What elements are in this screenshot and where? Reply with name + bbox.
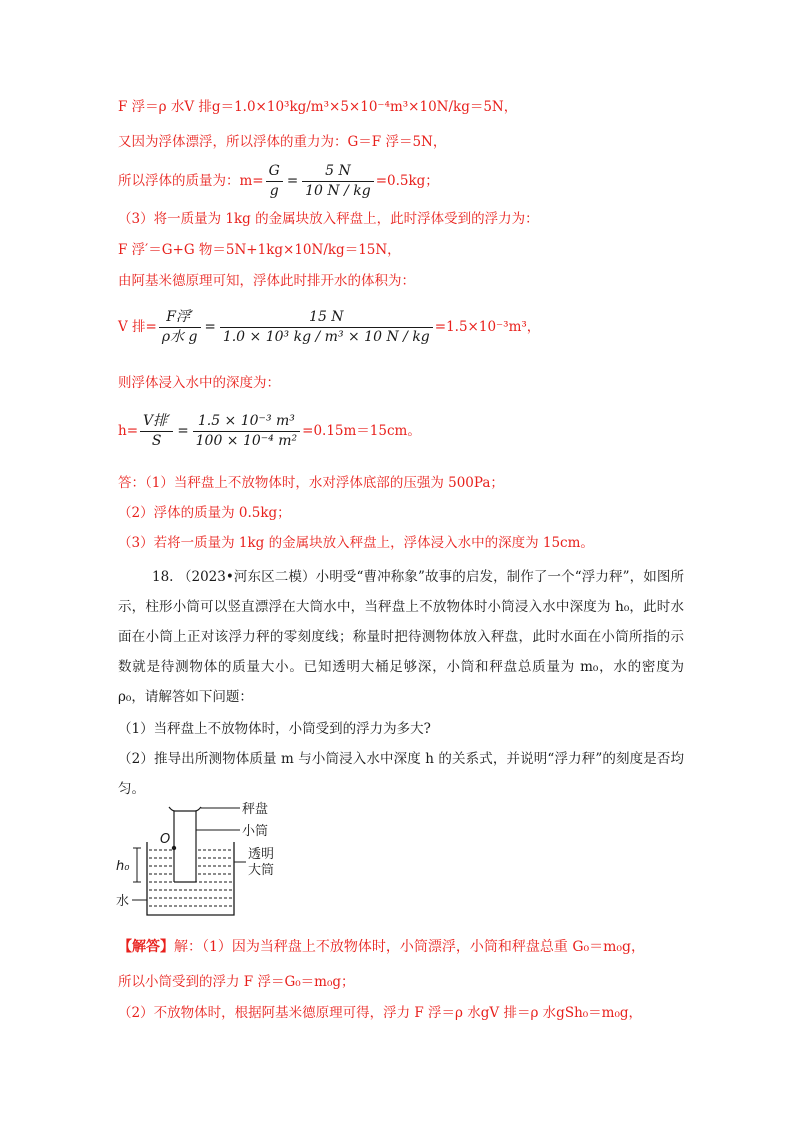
depth-prefix: h= [118,423,139,439]
question-1: （1）当秤盘上不放物体时，小筒受到的浮力为多大? [118,721,431,737]
mass-result: =0.5kg； [375,173,439,189]
fraction-v-over-s: $\frac{\text{V排′}}{S}$ [140,412,173,451]
fraction-g-over-g: $\frac{G}{g}$ [266,162,283,201]
calc-line-new-buoyancy: F 浮′＝G+G 物＝5N+1kg×10N/kg＝15N， [118,242,401,258]
label-tube: 小筒 [242,824,269,839]
calc-line-gravity: 又因为浮体漂浮，所以浮体的重力为：G＝F 浮＝5N， [118,134,447,150]
question-2: （2）推导出所测物体质量 m 与小筒浸入水中深度 h 的关系式，并说明“浮力秤”的刻度是否均匀。 [118,751,684,797]
label-pan: 秤盘 [242,802,269,817]
depth-result: =0.15m＝15cm。 [302,423,421,439]
floating-scale-figure [112,800,292,920]
depth-intro: 则浮体浸入水中的深度为： [118,375,280,391]
label-o: O [160,832,171,847]
answer-line-2: 所以小筒受到的浮力 F 浮＝G₀＝m₀g； [118,974,355,990]
problem-18-text: 18. （2023•河东区二模）小明受“曹冲称象”故事的启发，制作了一个“浮力秤”，如图所示，柱形小筒可以竖直漂浮在大筒水中，当秤盘上不放物体时小筒浸入水中深度为 h₀，此时水面在小筒上正对该浮力秤的零刻度线；称量时把待测物体放入秤盘，此时水面在小筒所指的示数就是待测物体的质量大小。已知透明大桶足够深，小筒和秤盘总质量为 m₀，水的密度为 ρ₀，请解答如下问题： [118,569,684,705]
answer-tag: 【解答】 [118,939,174,955]
answer-1: 答：（1）当秤盘上不放物体时，水对浮体底部的压强为 500Pa； [118,475,504,491]
fraction-volume-over-area: $\frac{\text{1.5 × 10⁻³ m³}}{\text{100 × 10⁻⁴ m²}}$ [193,412,301,451]
calc-line-buoyancy: F 浮＝ρ 水V 排g＝1.0×10³kg/m³×5×10⁻⁴m³×10N/kg＝5N， [118,99,518,115]
mass-prefix: 所以浮体的质量为：m= [118,173,264,189]
answer-line-3: （2）不放物体时，根据阿基米德原理可得，浮力 F 浮＝ρ 水gV 排＝ρ 水gSh₀＝m₀g， [118,1005,643,1021]
fraction-15n-over-denominator: $\frac{15 N}{\text{1.0 × 10³ kg / m³ × 10 N / kg}}$ [220,308,433,347]
archimedes-line: 由阿基米德原理可知，浮体此时排开水的体积为： [118,273,415,289]
label-h0: h₀ [116,859,130,874]
label-big-2: 大筒 [248,863,275,878]
label-water: 水 [116,894,130,909]
answer-step-1: 解：（1）因为当秤盘上不放物体时，小筒漂浮，小筒和秤盘总重 G₀＝m₀g， [174,939,646,955]
fraction-f-over-rho-g: $\frac{\text{F浮′}}{\text{ρ水 g}}$ [159,308,201,347]
step-3-intro: （3）将一质量为 1kg 的金属块放入秤盘上，此时浮体受到的浮力为： [118,211,539,227]
calc-line-mass: 所以浮体的质量为：m= $\frac{G}{g}$ = $\frac{5 N}{10 N / kg}$ =0.5kg； [118,163,439,199]
label-big-1: 透明 [248,847,275,862]
volume-prefix: V 排= [118,319,157,335]
fraction-5n-over-10nkg: $\frac{5 N}{10 N / kg}$ [302,162,374,201]
calc-line-depth: h= $\frac{\text{V排′}}{S}$ = $\frac{\text{1.5 × 10⁻³ m³}}{\text{100 × 10⁻⁴ m²}}$ =0.15m＝15cm。 [118,413,421,449]
volume-result: =1.5×10⁻³m³， [434,319,541,335]
answer-line-1 [118,937,645,957]
answer-3: （3）若将一质量为 1kg 的金属块放入秤盘上，浮体浸入水中的深度为 15cm。 [118,535,594,551]
calc-line-volume: V 排= $\frac{\text{F浮′}}{\text{ρ水 g}}$ = $\frac{15 N}{\text{1.0 × 10³ kg / m³ × 10 N / kg}}$ =1.5×10⁻³m³， [118,309,541,345]
answer-2: （2）浮体的质量为 0.5kg； [118,505,291,521]
